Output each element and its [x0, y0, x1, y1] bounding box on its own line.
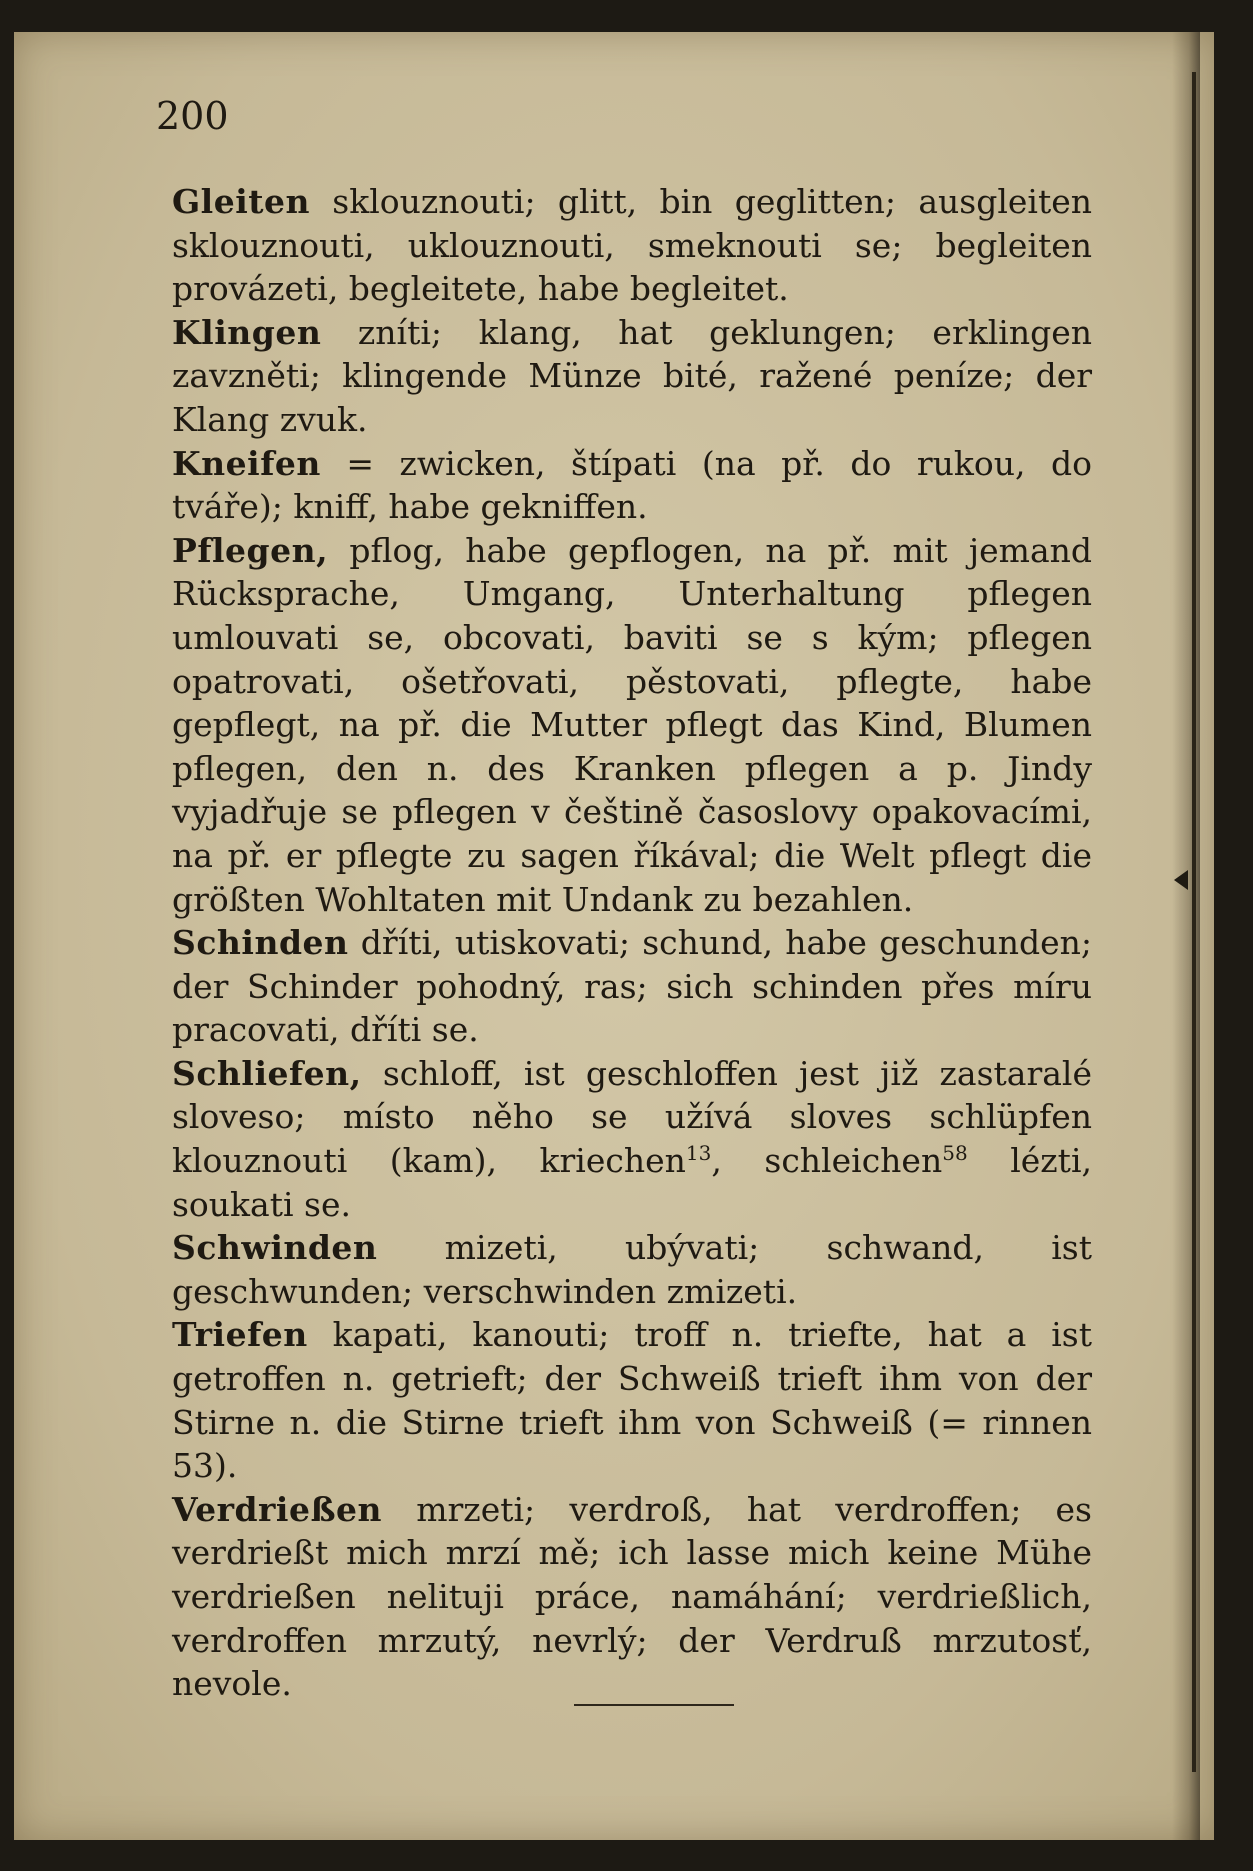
entry-body: pflog, habe gepflogen, na př. mit jemand Rücksprache, Umgang, Unterhaltung pflegen umlouvati se, obcovati, baviti se s kým; pflegen opatrovati, ošetřovati, pěstovati, pflegte, habe gepflegt, na př. die Mutter pflegt das Kind, Blumen pflegen, den n. des Kranken pflegen a p. Jindy vyjadřuje se pflegen v češtině časoslovy opakovacími, na př. er pflegte zu sagen říkával; die Welt pflegt die größten Wohltaten mit Undank zu bezahlen.: [172, 530, 1092, 919]
footnote-ref: 58: [942, 1141, 968, 1166]
headword: Pflegen,: [172, 530, 329, 570]
entry-triefen: [172, 1313, 1092, 1487]
entry-schliefen: [172, 1052, 1092, 1226]
headword: Triefen: [172, 1315, 308, 1355]
entry-schinden: [172, 921, 1092, 1052]
entry-body: mizeti, ubývati; schwand, ist geschwunden; verschwinden zmizeti.: [172, 1228, 1092, 1311]
entry-body: = zwicken, štípati (na př. do rukou, do tváře); kniff, habe gekniffen.: [172, 443, 1092, 527]
entry-body-end: lézti, soukati se.: [172, 1141, 1092, 1224]
entry-body: zníti; klang, hat geklungen; erklingen zavzněti; klingende Münze bité, ražené peníze; der Klang zvuk.: [172, 312, 1092, 439]
entry-schwinden: [172, 1226, 1092, 1313]
entry-body: sklouznouti; glitt, bin geglitten; ausgleiten sklouznouti, uklouznouti, smeknouti se; begleiten provázeti, begleitete, habe begleitet.: [172, 182, 1092, 309]
binding-edge: [1192, 72, 1196, 1772]
entry-kneifen: [172, 442, 1092, 529]
entry-klingen: [172, 311, 1092, 442]
entry-verdriessen: [172, 1488, 1092, 1706]
entry-body: schloff, ist geschloffen jest již zastaralé sloveso; místo něho se užívá sloves schlüpfen klouznouti (kam), kriechen: [172, 1053, 1092, 1181]
headword: Gleiten: [172, 182, 310, 221]
headword: Klingen: [172, 312, 322, 352]
entry-body-cont: , schleichen: [711, 1141, 943, 1181]
entry-pflegen: [172, 529, 1092, 921]
entry-body: mrzeti; verdroß, hat verdroffen; es verdrießt mich mrzí mě; ich lasse mich keine Mühe verdrießen nelituji práce, namáhání; verdrießlich, verdroffen mrzutý, nevrlý; der Verdruß mrzutosť, nevole.: [172, 1489, 1092, 1704]
entry-gleiten: [172, 180, 1092, 311]
book-page: [14, 32, 1214, 1840]
headword: Schwinden: [172, 1228, 378, 1268]
footnote-ref: 13: [685, 1141, 712, 1166]
page-number: 200: [156, 94, 229, 138]
headword: Kneifen: [172, 443, 321, 483]
headword: Schliefen,: [172, 1053, 362, 1093]
headword: Verdrießen: [172, 1489, 383, 1529]
entry-body: kapati, kanouti; troff n. triefte, hat a ist getroffen n. getrieft; der Schweiß trieft ihm von der Stirne n. die Stirne trieft ihm von Schweiß (= rinnen 53).: [172, 1315, 1092, 1486]
section-divider: [574, 1704, 734, 1706]
dictionary-text: [172, 180, 1092, 1706]
headword: Schinden: [172, 923, 349, 963]
page-edge-tab: [1174, 870, 1188, 890]
entry-body: dříti, utiskovati; schund, habe geschunden; der Schinder pohodný, ras; sich schinden přes míru pracovati, dříti se.: [172, 923, 1092, 1050]
